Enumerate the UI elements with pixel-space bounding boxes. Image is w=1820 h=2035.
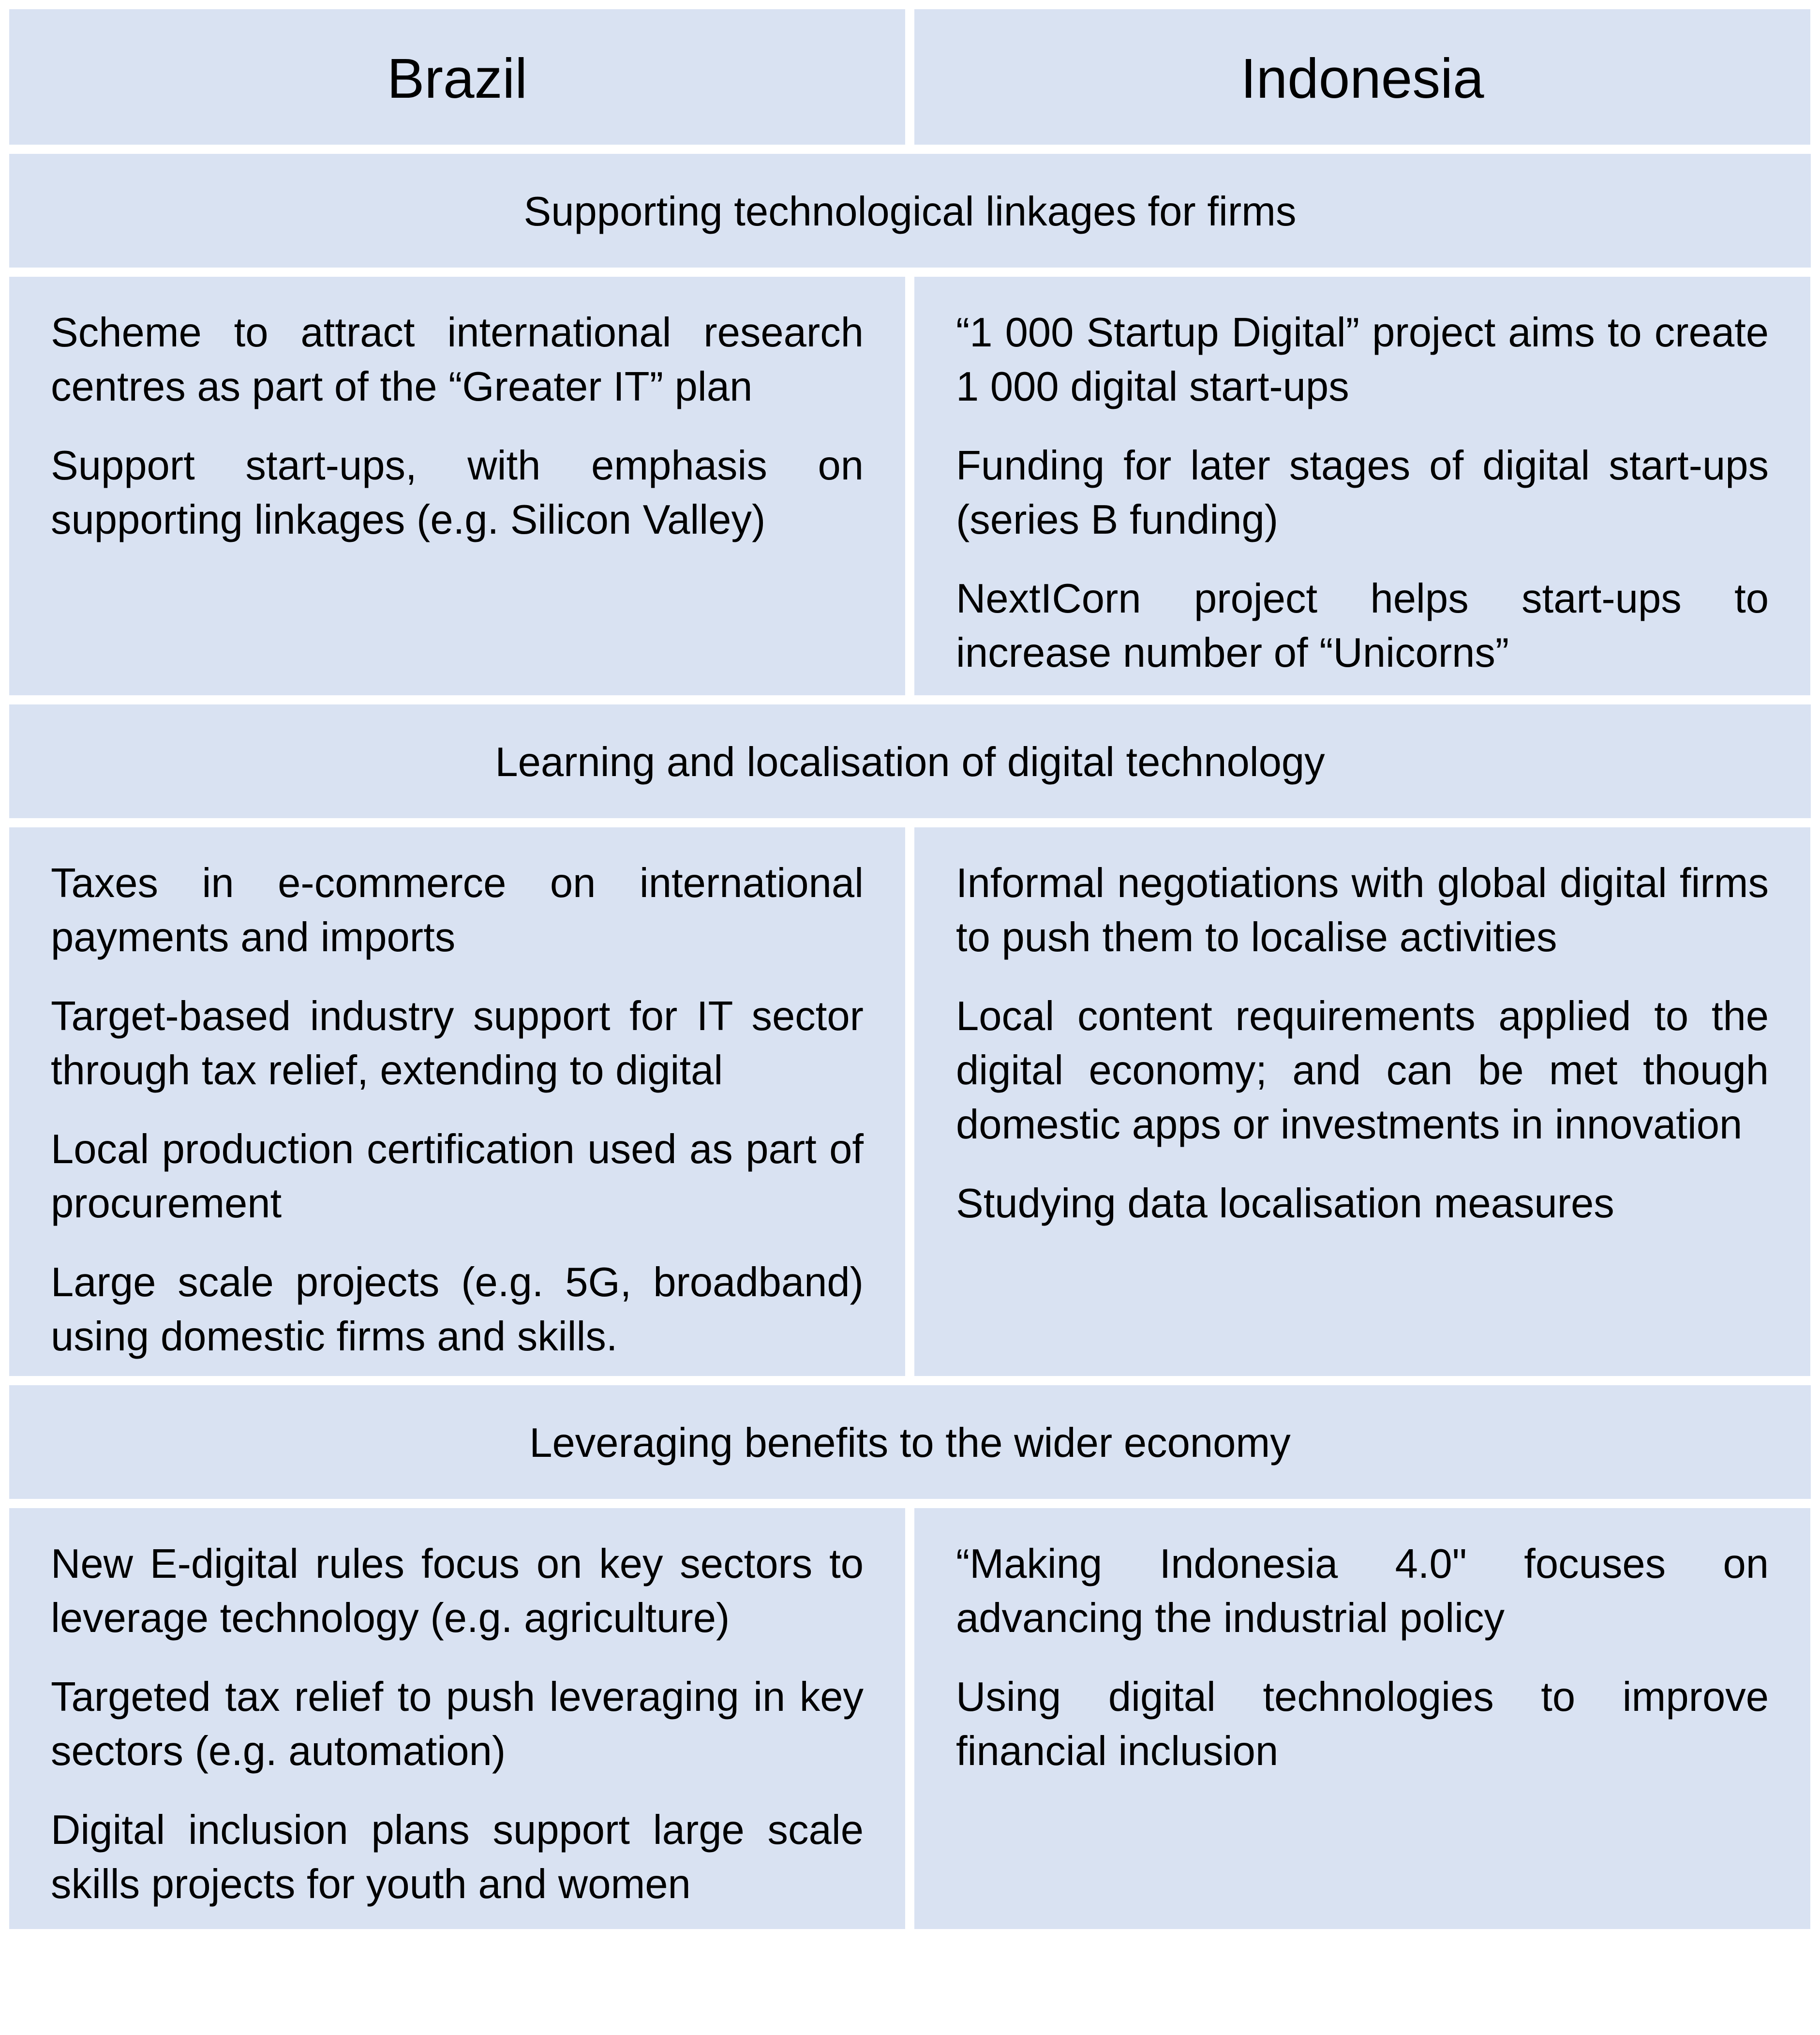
policy-comparison-table — [9, 9, 1811, 1929]
policy-item: Scheme to attract international research centres as part of the “Greater IT” plan — [51, 310, 864, 410]
section-content-row — [9, 277, 1811, 695]
indonesia-cell — [914, 1508, 1810, 1929]
policy-item: New E-digital rules focus on key sectors to leverage technology (e.g. agriculture) — [51, 1541, 864, 1641]
policy-item: NextICorn project helps start-ups to increase number of “Unicorns” — [956, 576, 1769, 676]
policy-item: Informal negotiations with global digital firms to push them to localise activities — [956, 860, 1769, 960]
section-title-row — [9, 154, 1811, 268]
section-content-row — [9, 1508, 1811, 1929]
section-title: Leveraging benefits to the wider economy — [9, 1385, 1811, 1499]
policy-item: Digital inclusion plans support large scale skills projects for youth and women — [51, 1807, 864, 1907]
section-content-row — [9, 827, 1811, 1376]
policy-item: Targeted tax relief to push leveraging in key sectors (e.g. automation) — [51, 1674, 864, 1774]
policy-item: Taxes in e-commerce on international payments and imports — [51, 860, 864, 960]
brazil-cell — [9, 827, 905, 1376]
section-title-row — [9, 1385, 1811, 1499]
indonesia-cell — [914, 277, 1810, 695]
policy-item: Support start-ups, with emphasis on supporting linkages (e.g. Silicon Valley) — [51, 443, 864, 543]
policy-item: Local production certification used as part of procurement — [51, 1126, 864, 1227]
column-header-indonesia: Indonesia — [914, 9, 1810, 145]
section-title: Learning and localisation of digital technology — [9, 704, 1811, 818]
section-title: Supporting technological linkages for firms — [9, 154, 1811, 268]
section-title-row — [9, 704, 1811, 818]
policy-item: Target-based industry support for IT sector through tax relief, extending to digital — [51, 993, 864, 1093]
brazil-cell — [9, 277, 905, 695]
policy-item: “1 000 Startup Digital” project aims to create 1 000 digital start-ups — [956, 310, 1769, 410]
policy-item: Studying data localisation measures — [956, 1181, 1614, 1227]
policy-item: Funding for later stages of digital start-ups (series B funding) — [956, 443, 1769, 543]
header-row — [9, 9, 1811, 145]
policy-item: Large scale projects (e.g. 5G, broadband) using domestic firms and skills. — [51, 1259, 864, 1360]
indonesia-cell — [914, 827, 1810, 1376]
brazil-cell — [9, 1508, 905, 1929]
policy-item: Local content requirements applied to the digital economy; and can be met though domestic apps or investments in innovation — [956, 993, 1769, 1148]
policy-item: Using digital technologies to improve financial inclusion — [956, 1674, 1769, 1774]
column-header-brazil: Brazil — [9, 9, 905, 145]
policy-item: “Making Indonesia 4.0" focuses on advancing the industrial policy — [956, 1541, 1769, 1641]
